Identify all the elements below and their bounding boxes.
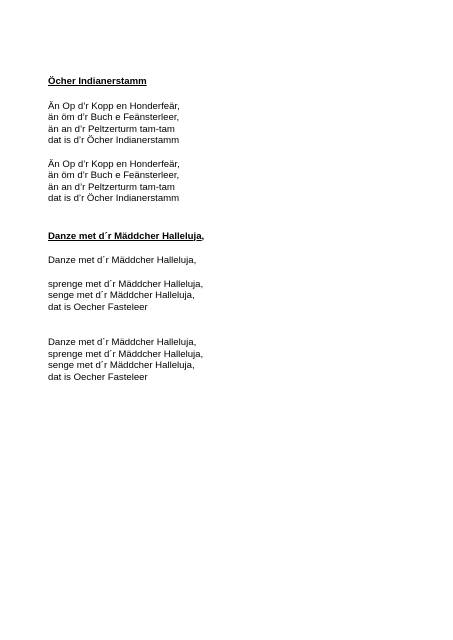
song1-stanza-2 <box>48 159 408 205</box>
lyric-line: dat is d’r Öcher Indianerstamm <box>48 135 180 146</box>
lyric-line: senge met d´r Mäddcher Halleluja, <box>48 290 195 301</box>
song2-stanza-1 <box>48 255 408 267</box>
lyric-line: Än Op d’r Kopp en Honderfeär, <box>48 158 180 170</box>
song2-stanza-2 <box>48 279 408 314</box>
lyric-line: än an d’r Peltzerturm tam-tam <box>48 181 175 193</box>
song-title-trailing-comma: , <box>201 230 205 242</box>
song-title-danze-met-dr-maeddcher <box>48 231 408 243</box>
lyric-line: sprenge met d´r Mäddcher Halleluja, <box>48 348 204 360</box>
song-title-oecher-indianerstamm: Öcher Indianerstamm <box>48 76 147 87</box>
lyric-line: senge met d´r Mäddcher Halleluja, <box>48 360 195 371</box>
lyric-line: dat is d’r Öcher Indianerstamm <box>48 193 180 204</box>
song-title-text: Danze met d´r Mäddcher Halleluja <box>48 230 202 242</box>
lyric-line: dat is Oecher Fasteleer <box>48 371 148 383</box>
lyric-line: Danze met d´r Mäddcher Halleluja, <box>48 255 197 266</box>
lyric-line: än öm d’r Buch e Feänsterleer, <box>48 112 180 123</box>
lyric-line: än an d’r Peltzerturm tam-tam <box>48 123 175 135</box>
song2-stanza-3 <box>48 337 408 383</box>
lyric-line: Danze met d´r Mäddcher Halleluja, <box>48 337 197 348</box>
document-content <box>48 76 408 383</box>
lyric-line: Än Op d’r Kopp en Honderfeär, <box>48 100 180 112</box>
lyric-line: dat is Oecher Fasteleer <box>48 301 148 313</box>
lyric-line: sprenge met d´r Mäddcher Halleluja, <box>48 278 204 290</box>
song1-stanza-1 <box>48 101 408 147</box>
lyric-line: än öm d’r Buch e Feänsterleer, <box>48 170 180 181</box>
